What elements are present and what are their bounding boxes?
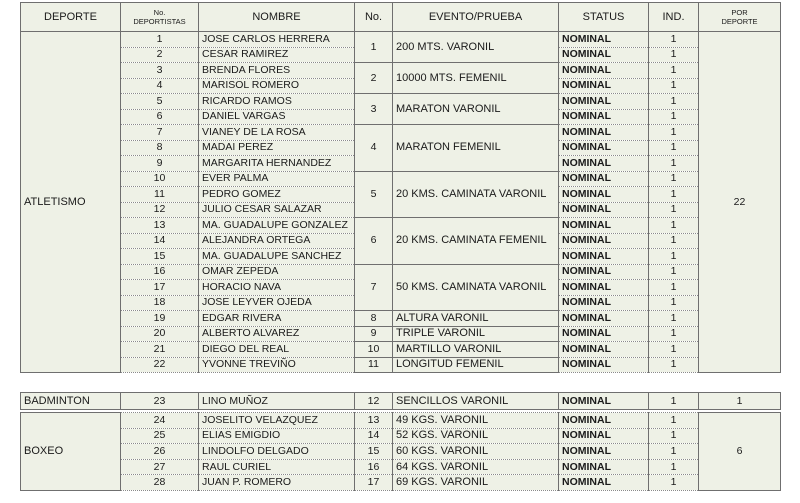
header-nombre: NOMBRE — [199, 3, 355, 32]
athlete-name: BRENDA FLORES — [199, 63, 355, 79]
athlete-name: OMAR ZEPEDA — [199, 264, 355, 280]
sport-name: ATLETISMO — [21, 32, 121, 373]
athlete-name: PEDRO GOMEZ — [199, 187, 355, 203]
table-row — [21, 218, 781, 234]
status-cell: NOMINAL — [559, 140, 649, 156]
header-no-deportistas — [121, 3, 199, 32]
header-status: STATUS — [559, 3, 649, 32]
sport-name: BADMINTON — [21, 393, 121, 410]
athlete-name: JUAN P. ROMERO — [199, 475, 355, 491]
athlete-number: 15 — [121, 249, 199, 265]
status-cell: NOMINAL — [559, 326, 649, 342]
ind-cell: 1 — [649, 475, 699, 491]
athlete-name: DANIEL VARGAS — [199, 109, 355, 125]
athlete-number: 12 — [121, 202, 199, 218]
athlete-name: LINDOLFO DELGADO — [199, 444, 355, 460]
status-cell: NOMINAL — [559, 295, 649, 311]
table-row — [21, 342, 781, 358]
status-cell: NOMINAL — [559, 459, 649, 475]
status-cell: NOMINAL — [559, 357, 649, 373]
sport-total: 6 — [699, 413, 781, 491]
event-number: 6 — [355, 218, 393, 265]
ind-cell: 1 — [649, 342, 699, 358]
ind-cell: 1 — [649, 444, 699, 460]
ind-cell: 1 — [649, 109, 699, 125]
table-row — [21, 428, 781, 444]
ind-cell: 1 — [649, 202, 699, 218]
event-name: 49 KGS. VARONIL — [393, 413, 559, 429]
status-cell: NOMINAL — [559, 444, 649, 460]
athlete-number: 17 — [121, 280, 199, 296]
table-row — [21, 125, 781, 141]
status-cell: NOMINAL — [559, 202, 649, 218]
athlete-name: MA. GUADALUPE GONZALEZ — [199, 218, 355, 234]
event-number: 10 — [355, 342, 393, 358]
table-row — [21, 94, 781, 110]
athlete-number: 1 — [121, 32, 199, 48]
athlete-number: 19 — [121, 311, 199, 327]
event-name: 60 KGS. VARONIL — [393, 444, 559, 460]
athlete-number: 27 — [121, 459, 199, 475]
ind-cell: 1 — [649, 264, 699, 280]
event-number: 11 — [355, 357, 393, 373]
athlete-number: 28 — [121, 475, 199, 491]
event-name: MARATON FEMENIL — [393, 125, 559, 172]
athlete-name: LINO MUÑOZ — [199, 393, 355, 410]
event-name: 50 KMS. CAMINATA VARONIL — [393, 264, 559, 311]
athlete-name: HORACIO NAVA — [199, 280, 355, 296]
athlete-number: 18 — [121, 295, 199, 311]
athlete-name: ALBERTO ALVAREZ — [199, 326, 355, 342]
ind-cell: 1 — [649, 94, 699, 110]
athlete-name: EVER PALMA — [199, 171, 355, 187]
ind-cell: 1 — [649, 459, 699, 475]
header-por-deporte-line2: DEPORTE — [721, 17, 758, 26]
athlete-number: 7 — [121, 125, 199, 141]
athlete-name: RAUL CURIEL — [199, 459, 355, 475]
event-name: 64 KGS. VARONIL — [393, 459, 559, 475]
athlete-name: DIEGO DEL REAL — [199, 342, 355, 358]
header-no: No. — [355, 3, 393, 32]
athlete-number: 20 — [121, 326, 199, 342]
athlete-name: YVONNE TREVIÑO — [199, 357, 355, 373]
header-evento: EVENTO/PRUEBA — [393, 3, 559, 32]
athlete-name: JULIO CESAR SALAZAR — [199, 202, 355, 218]
event-number: 5 — [355, 171, 393, 218]
athlete-name: JOSE CARLOS HERRERA — [199, 32, 355, 48]
event-name: SENCILLOS VARONIL — [393, 393, 559, 410]
table-row — [21, 475, 781, 491]
athlete-name: JOSE LEYVER OJEDA — [199, 295, 355, 311]
athlete-name: MA. GUADALUPE SANCHEZ — [199, 249, 355, 265]
event-name: LONGITUD FEMENIL — [393, 357, 559, 373]
event-number: 2 — [355, 63, 393, 94]
ind-cell: 1 — [649, 32, 699, 48]
status-cell: NOMINAL — [559, 109, 649, 125]
ind-cell: 1 — [649, 47, 699, 63]
athlete-number: 10 — [121, 171, 199, 187]
status-cell: NOMINAL — [559, 475, 649, 491]
ind-cell: 1 — [649, 78, 699, 94]
athlete-number: 26 — [121, 444, 199, 460]
athlete-number: 8 — [121, 140, 199, 156]
header-no-deportistas-line1: No. — [153, 8, 166, 17]
status-cell: NOMINAL — [559, 428, 649, 444]
ind-cell: 1 — [649, 326, 699, 342]
athlete-name: CESAR RAMIREZ — [199, 47, 355, 63]
athlete-name: MARGARITA HERNANDEZ — [199, 156, 355, 172]
table-row — [21, 459, 781, 475]
event-number: 8 — [355, 311, 393, 327]
event-number: 16 — [355, 459, 393, 475]
sport-total: 22 — [699, 32, 781, 373]
ind-cell: 1 — [649, 63, 699, 79]
athlete-name: MARISOL ROMERO — [199, 78, 355, 94]
header-no-deportistas-line2: DEPORTISTAS — [133, 17, 186, 26]
ind-cell: 1 — [649, 357, 699, 373]
status-cell: NOMINAL — [559, 32, 649, 48]
ind-cell: 1 — [649, 428, 699, 444]
header-ind: IND. — [649, 3, 699, 32]
header-por-deporte-line1: POR — [731, 8, 748, 17]
status-cell: NOMINAL — [559, 218, 649, 234]
ind-cell: 1 — [649, 156, 699, 172]
event-number: 9 — [355, 326, 393, 342]
status-cell: NOMINAL — [559, 393, 649, 410]
athlete-number: 3 — [121, 63, 199, 79]
event-number: 4 — [355, 125, 393, 172]
athlete-number: 9 — [121, 156, 199, 172]
status-cell: NOMINAL — [559, 342, 649, 358]
status-cell: NOMINAL — [559, 249, 649, 265]
ind-cell: 1 — [649, 295, 699, 311]
event-name: 20 KMS. CAMINATA VARONIL — [393, 171, 559, 218]
event-number: 7 — [355, 264, 393, 311]
status-cell: NOMINAL — [559, 78, 649, 94]
event-number: 13 — [355, 413, 393, 429]
event-name: 52 KGS. VARONIL — [393, 428, 559, 444]
athlete-name: JOSELITO VELAZQUEZ — [199, 413, 355, 429]
header-deporte: DEPORTE — [21, 3, 121, 32]
table-row — [21, 326, 781, 342]
status-cell: NOMINAL — [559, 413, 649, 429]
ind-cell: 1 — [649, 140, 699, 156]
event-name: ALTURA VARONIL — [393, 311, 559, 327]
athlete-number: 24 — [121, 413, 199, 429]
event-number: 12 — [355, 393, 393, 410]
boxeo-table — [20, 412, 781, 491]
athlete-number: 2 — [121, 47, 199, 63]
athlete-number: 23 — [121, 393, 199, 410]
status-cell: NOMINAL — [559, 233, 649, 249]
athletes-table — [20, 2, 781, 373]
table-row — [21, 63, 781, 79]
ind-cell: 1 — [649, 311, 699, 327]
athlete-number: 11 — [121, 187, 199, 203]
status-cell: NOMINAL — [559, 280, 649, 296]
event-number: 14 — [355, 428, 393, 444]
ind-cell: 1 — [649, 280, 699, 296]
athlete-name: ALEJANDRA ORTEGA — [199, 233, 355, 249]
athlete-name: VIANEY DE LA ROSA — [199, 125, 355, 141]
table-row — [21, 264, 781, 280]
athlete-number: 14 — [121, 233, 199, 249]
status-cell: NOMINAL — [559, 171, 649, 187]
event-name: 20 KMS. CAMINATA FEMENIL — [393, 218, 559, 265]
event-name: MARTILLO VARONIL — [393, 342, 559, 358]
event-number: 15 — [355, 444, 393, 460]
ind-cell: 1 — [649, 187, 699, 203]
athlete-name: RICARDO RAMOS — [199, 94, 355, 110]
ind-cell: 1 — [649, 233, 699, 249]
status-cell: NOMINAL — [559, 125, 649, 141]
ind-cell: 1 — [649, 393, 699, 410]
table-row — [21, 444, 781, 460]
table-row — [21, 393, 781, 410]
event-number: 17 — [355, 475, 393, 491]
athlete-number: 5 — [121, 94, 199, 110]
table-row — [21, 413, 781, 429]
ind-cell: 1 — [649, 171, 699, 187]
status-cell: NOMINAL — [559, 94, 649, 110]
event-number: 1 — [355, 32, 393, 63]
header-row — [21, 3, 781, 32]
event-name: MARATON VARONIL — [393, 94, 559, 125]
event-name: TRIPLE VARONIL — [393, 326, 559, 342]
header-por-deporte — [699, 3, 781, 32]
status-cell: NOMINAL — [559, 187, 649, 203]
athlete-number: 16 — [121, 264, 199, 280]
table-row — [21, 311, 781, 327]
athlete-number: 25 — [121, 428, 199, 444]
status-cell: NOMINAL — [559, 47, 649, 63]
ind-cell: 1 — [649, 249, 699, 265]
table-row — [21, 32, 781, 48]
event-number: 3 — [355, 94, 393, 125]
athlete-number: 21 — [121, 342, 199, 358]
table-row — [21, 171, 781, 187]
status-cell: NOMINAL — [559, 156, 649, 172]
sport-total: 1 — [699, 393, 781, 410]
table-row — [21, 357, 781, 373]
status-cell: NOMINAL — [559, 264, 649, 280]
event-name: 10000 MTS. FEMENIL — [393, 63, 559, 94]
athlete-number: 13 — [121, 218, 199, 234]
athlete-name: ELIAS EMIGDIO — [199, 428, 355, 444]
athlete-name: EDGAR RIVERA — [199, 311, 355, 327]
event-name: 69 KGS. VARONIL — [393, 475, 559, 491]
ind-cell: 1 — [649, 125, 699, 141]
athlete-number: 4 — [121, 78, 199, 94]
sport-name: BOXEO — [21, 413, 121, 491]
athlete-name: MADAI PEREZ — [199, 140, 355, 156]
badminton-table — [20, 392, 781, 410]
athlete-number: 22 — [121, 357, 199, 373]
status-cell: NOMINAL — [559, 311, 649, 327]
status-cell: NOMINAL — [559, 63, 649, 79]
ind-cell: 1 — [649, 218, 699, 234]
ind-cell: 1 — [649, 413, 699, 429]
athlete-number: 6 — [121, 109, 199, 125]
event-name: 200 MTS. VARONIL — [393, 32, 559, 63]
